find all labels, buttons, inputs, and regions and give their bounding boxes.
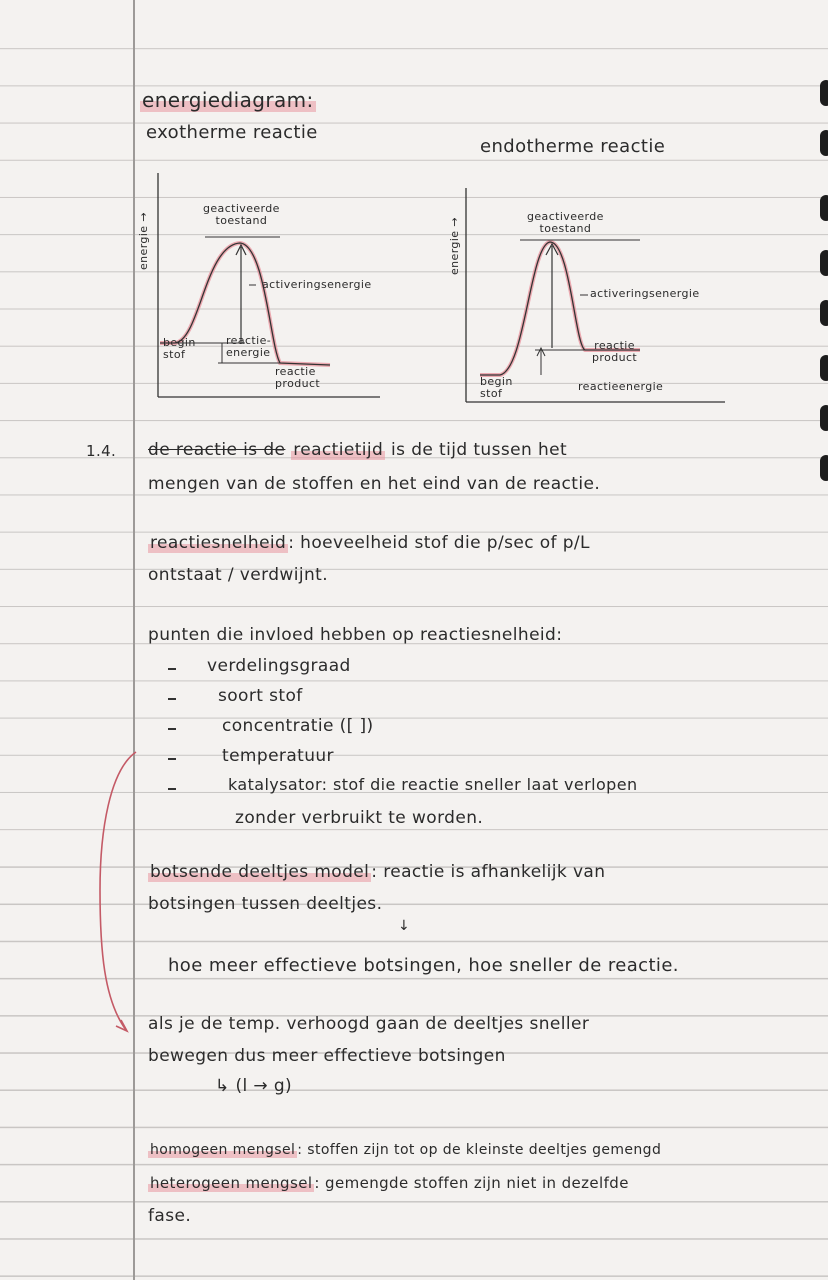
binder-hole xyxy=(820,250,828,276)
connecting-arrow xyxy=(90,740,160,1040)
binder-hole xyxy=(820,455,828,481)
factors-heading: punten die invloed hebben op reactiesnelheid: xyxy=(148,625,563,645)
factor-bullet xyxy=(168,758,176,760)
endo-start-label: begin stof xyxy=(480,375,513,400)
reaction-time-term: reactietijd xyxy=(293,440,384,460)
heterogeneous-line xyxy=(148,1174,629,1192)
homogeneous-def: : stoffen zijn tot op de kleinste deeltjes gemengd xyxy=(297,1142,662,1158)
binder-hole xyxy=(820,195,828,221)
binder-hole xyxy=(820,355,828,381)
exo-product-label: reactie product xyxy=(275,365,321,390)
endo-product-label: reactie product xyxy=(592,339,638,364)
homogeneous-term: homogeen mengsel xyxy=(150,1142,296,1158)
temperature-line-1: als je de temp. verhoogd gaan de deeltjes sneller xyxy=(148,1014,590,1034)
collision-model-line xyxy=(148,862,605,882)
heterogeneous-def-cont: fase. xyxy=(148,1206,192,1226)
factor-item: temperatuur xyxy=(222,746,334,766)
heterogeneous-term: heterogeen mengsel xyxy=(150,1174,313,1192)
factor-bullet xyxy=(168,698,176,700)
factor-bullet xyxy=(168,668,176,670)
reaction-rate-line xyxy=(148,533,590,553)
collision-rule: hoe meer effectieve botsingen, hoe sneller de reactie. xyxy=(168,955,679,976)
exo-activation-energy-label: activeringsenergie xyxy=(262,278,372,291)
homogeneous-line xyxy=(148,1142,661,1158)
exo-y-axis-label: energie → xyxy=(137,212,150,270)
reaction-rate-def-cont: ontstaat / verdwijnt. xyxy=(148,565,328,585)
binder-hole xyxy=(820,300,828,326)
struck-text: de reactie is de xyxy=(148,440,286,460)
endo-title: endotherme reactie xyxy=(480,136,666,157)
exo-title: exotherme reactie xyxy=(146,122,318,143)
temperature-line-3: ↳ (l → g) xyxy=(215,1076,293,1096)
reaction-time-def-cont: mengen van de stoffen en het eind van de reactie. xyxy=(148,474,601,494)
endo-activation-energy-label: activeringsenergie xyxy=(590,287,700,300)
exo-activated-state-label: geactiveerde toestand xyxy=(203,202,280,227)
binder-hole xyxy=(820,130,828,156)
down-arrow: ↓ xyxy=(398,918,411,934)
binder-hole xyxy=(820,405,828,431)
binder-hole xyxy=(820,80,828,106)
endo-reaction-energy-label: reactieenergie xyxy=(578,380,664,393)
endo-activated-state-label: geactiveerde toestand xyxy=(527,210,604,235)
binder-holes xyxy=(820,70,828,1270)
section-number: 1.4. xyxy=(86,442,117,460)
collision-model-def-cont: botsingen tussen deeltjes. xyxy=(148,894,383,914)
page-heading: energiediagram: xyxy=(142,88,314,112)
catalyst-def-cont: zonder verbruikt te worden. xyxy=(235,808,484,828)
factor-bullet xyxy=(168,728,176,730)
endo-y-axis-label: energie → xyxy=(448,217,461,275)
temperature-line-2: bewegen dus meer effectieve botsingen xyxy=(148,1046,506,1066)
factor-item: concentratie ([ ]) xyxy=(222,716,374,736)
reaction-rate-term: reactiesnelheid xyxy=(150,533,287,553)
factor-item: katalysator: stof die reactie sneller laat verlopen xyxy=(228,775,638,794)
exo-start-label: begin stof xyxy=(163,336,196,361)
factor-bullet xyxy=(168,788,176,790)
reaction-time-line xyxy=(148,440,567,460)
exo-reaction-energy-label: reactie- energie xyxy=(226,334,272,359)
factor-item: verdelingsgraad xyxy=(207,656,351,676)
collision-model-term: botsende deeltjes model xyxy=(150,862,370,882)
factor-item: soort stof xyxy=(218,686,303,706)
collision-model-def: : reactie is afhankelijk van xyxy=(371,862,606,882)
reaction-time-def: is de tijd tussen het xyxy=(391,440,568,460)
heterogeneous-def: : gemengde stoffen zijn niet in dezelfde xyxy=(314,1174,629,1192)
reaction-rate-def: : hoeveelheid stof die p/sec of p/L xyxy=(288,533,590,553)
